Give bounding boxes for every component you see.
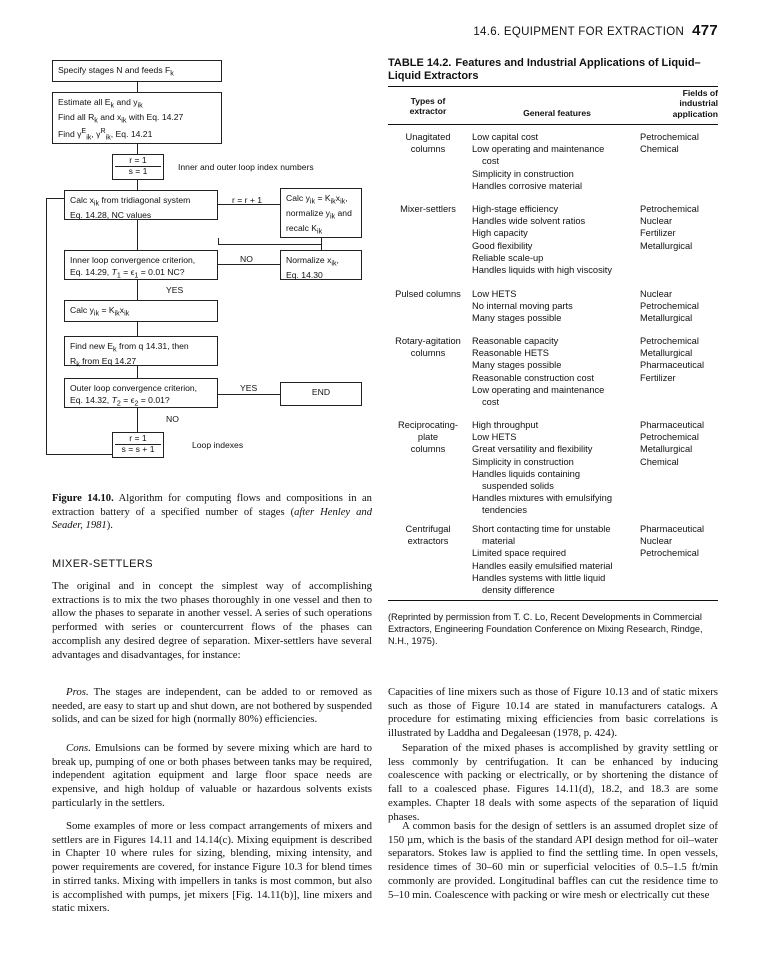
extractor-type-cell (388, 131, 468, 155)
fc-text: Normalize x (286, 255, 332, 265)
field-line: Nuclear (640, 289, 673, 299)
fc-text: and (335, 208, 352, 219)
table-header-type (388, 96, 468, 117)
fc-connector (137, 180, 138, 190)
paragraph: The original and in concept the simplest way of accomplishing extractions is to mix the two phases thoroughly in one vessel and then to allow the phases to separate in another vessel. A series of such operations performed with series or countercurrent flows of the phases can accomplish any desired degree of separation. Mixer-settlers have several advantages and disadvantages, for instance: (52, 580, 372, 661)
extractor-type-cell (388, 523, 468, 547)
fields-cell (640, 288, 720, 325)
fc-text: , Eq. 14.21 (110, 129, 153, 140)
fc-init-s: s = 1 (115, 166, 161, 177)
feature-line: tendencies (482, 505, 527, 516)
feature-line: Simplicity in construction (472, 456, 574, 467)
fc-text: Calc x (70, 195, 94, 205)
cons-label: Cons. (66, 742, 91, 754)
fc-connector (137, 82, 138, 92)
fc-text: Calc y (70, 305, 94, 315)
pros-label: Pros. (66, 686, 89, 698)
extractor-type-line: Mixer-settlers (400, 204, 456, 214)
feature-line: Handles liquids with high viscosity (472, 265, 613, 276)
fc-sub: ik (331, 259, 337, 268)
field-line: Nuclear (640, 216, 673, 227)
fc-calc-y2-box (64, 300, 218, 322)
fc-loop-index-box (112, 432, 164, 458)
fc-text: recalc K (286, 223, 318, 234)
fc-no-label-1: NO (240, 254, 253, 264)
fc-connector (137, 322, 138, 336)
fc-connector (46, 454, 112, 455)
figure-caption-citation: after Henley and Seader, 1981 (52, 506, 372, 532)
fc-sub: ik (317, 227, 323, 236)
fc-text: from tridiagonal system (99, 195, 191, 205)
fc-specify-text: Specify stages N and feeds F (58, 65, 171, 75)
flowchart (44, 52, 374, 492)
fc-inc-s: s = s + 1 (115, 444, 161, 455)
feature-line: Handles easily emulsified material (472, 560, 613, 571)
fc-text: = K (315, 193, 331, 203)
field-line: Petrochemical (640, 301, 699, 312)
fc-text: = K (99, 305, 115, 315)
fc-text: Calc y (286, 193, 310, 203)
feature-line: suspended solids (482, 481, 554, 492)
table-header-line: extractor (409, 106, 447, 117)
fc-estimate-box (52, 92, 222, 144)
fc-connector (137, 280, 138, 300)
fc-connector (46, 198, 64, 199)
feature-line: Low operating and maintenance (472, 144, 605, 155)
fields-cell (640, 523, 720, 560)
fc-yes-label-1: YES (166, 285, 184, 295)
extractor-type-line: extractors (407, 536, 449, 547)
features-cell (472, 203, 642, 276)
fc-sub: ik (114, 309, 120, 318)
feature-line: High capacity (472, 228, 528, 239)
fc-text: Eq. 14.30 (286, 270, 323, 281)
extractor-type-cell (388, 419, 468, 456)
fc-connector (218, 244, 321, 245)
field-line: Metallurgical (640, 444, 693, 455)
fc-text: , γ (91, 129, 101, 140)
cons-paragraph (52, 742, 372, 811)
fc-text: Find all R (58, 112, 95, 123)
feature-line: High throughput (472, 420, 539, 430)
fc-text: = ϵ (120, 395, 135, 406)
paragraph: A common basis for the design of settlers is an assumed droplet size of 150 µm, which is the basis of the standard API design method for oil–water separators. Stokes law is applied to find the settling time. In open vessels, residence times of 30–60 min or superficial velocities of 0.5–1.5 ft/min commonly are provided. Longitudinal baffles can cut the residence time to 5–10 min. Coalescence with packing or wire mesh or electrically cut these (388, 820, 718, 901)
fc-connector (321, 238, 322, 250)
extractor-type-line: columns (410, 444, 446, 455)
fc-inner-criterion-box (64, 250, 218, 280)
fc-connector (218, 264, 280, 265)
field-line: Petrochemical (640, 336, 699, 346)
field-line: Petrochemical (640, 548, 699, 559)
feature-line: Low capital cost (472, 132, 539, 142)
fc-sub: ik (105, 133, 111, 142)
fields-cell (640, 419, 720, 468)
field-line: Petrochemical (640, 432, 699, 443)
fc-sub: ik (86, 133, 92, 142)
fc-sup: R (100, 127, 106, 136)
extractor-type-line: columns (410, 144, 446, 155)
table-note: (Reprinted by permission from T. C. Lo, Recent Developments in Commercial Extractors, Engineering Foundation Conference on Mixing Research, Rindge, N.H., 1975). (388, 612, 703, 646)
fc-sub: 2 (134, 400, 139, 409)
fc-text: normalize y (286, 208, 330, 219)
fc-text: Find new E (70, 341, 113, 351)
fc-text: x (335, 193, 341, 203)
fc-specify-sub: k (170, 69, 174, 78)
feature-line: Reasonable construction cost (472, 372, 594, 383)
pros-paragraph (52, 686, 372, 727)
features-cell (472, 131, 642, 192)
fc-specify-box (52, 60, 222, 82)
feature-line: Handles liquids containing (472, 468, 581, 479)
field-line: Petrochemical (640, 132, 699, 142)
paragraph: Some examples of more or less compact arrangements of mixers and settlers are in Figures 14.11 and 14.14(c). Mixing equipment is described in Chapter 10 where rules for sizing, blending, mixing intensity, and power requirements are covered, for instance Figure 10.3 for blend times in stirred tanks. Mixing with impellers in tanks is most common, but also is accomplished with pumps, jet mixers [Fig. 14.11(b)], line mixers and static mixers. (52, 820, 372, 915)
fc-connector (218, 238, 219, 244)
fc-reset-r: r = 1 (129, 433, 147, 443)
table-header-fields (634, 88, 718, 119)
fc-text: with Eq. 14.27 (126, 112, 184, 123)
cons-text: Emulsions can be formed by severe mixing which are hard to break up, pumping of one or both phases between tanks may be required, independent agitation equipment and large floor space needs are expensive, and high holdup of valuable or hazardous solvents exists particularly in the settlers. (52, 742, 372, 809)
fc-sub: 1 (134, 272, 139, 281)
table-rule-bottom (388, 600, 718, 601)
fc-sub: ik (93, 309, 100, 318)
fc-sub: ik (124, 309, 130, 318)
features-cell (472, 288, 642, 325)
extractor-type-cell (388, 288, 468, 300)
extractor-type-line: Centrifugal (405, 524, 451, 534)
fc-sub: k (110, 101, 115, 110)
fc-text: Eq. 14.29, (70, 267, 112, 278)
field-line: Metallurgical (640, 240, 693, 251)
fc-text: = 0.01? (138, 395, 170, 406)
running-header (473, 22, 718, 39)
fc-loop-indexes-label: Loop indexes (192, 440, 244, 450)
fields-cell (640, 131, 720, 155)
fc-sub: k (94, 116, 98, 125)
field-line: Fertilizer (640, 372, 676, 383)
fc-connector (137, 366, 138, 378)
feature-line: High-stage efficiency (472, 204, 559, 214)
field-line: Pharmaceutical (640, 524, 705, 534)
extractor-type-cell (388, 335, 468, 359)
extractor-type-line: Unagitated (405, 132, 451, 142)
table-header-line: Types of (410, 96, 446, 106)
fc-sup: E (81, 127, 87, 136)
feature-line: Short contacting time for unstable (472, 524, 611, 534)
pros-text: The stages are independent, can be added to or removed as needed, are easy to start up and shut down, are not bothered by suspended solids, and can be sized for high (normally 80%) efficiencies. (52, 686, 372, 726)
field-line: Petrochemical (640, 204, 699, 214)
fc-connector (137, 144, 138, 154)
fc-sub: ik (121, 116, 127, 125)
feature-line: Handles wide solvent ratios (472, 216, 586, 227)
fc-text: Find (58, 129, 78, 140)
extractor-type-line: Pulsed columns (395, 289, 461, 299)
fc-sub: ik (329, 212, 336, 221)
figure-caption (52, 492, 372, 533)
feature-line: material (482, 536, 516, 547)
fc-sub: ik (309, 197, 316, 206)
fc-sub: ik (137, 101, 143, 110)
fc-text: and x (97, 112, 122, 123)
feature-line: Great versatility and flexibility (472, 444, 593, 455)
feature-line: cost (482, 156, 500, 167)
fc-loop-numbers-label: Inner and outer loop index numbers (178, 162, 314, 172)
feature-line: Handles corrosive material (472, 180, 583, 191)
table-rule-top (388, 86, 718, 87)
field-line: Metallurgical (640, 313, 693, 324)
page-number: 477 (692, 22, 718, 39)
fc-yes-label-2: YES (240, 383, 258, 393)
feature-line: Reasonable capacity (472, 336, 559, 346)
feature-line: Low HETS (472, 432, 517, 443)
feature-line: cost (482, 397, 500, 408)
feature-line: Many stages possible (472, 360, 562, 371)
feature-line: Simplicity in construction (472, 168, 574, 179)
table-label: TABLE 14.2. (388, 57, 452, 69)
feature-line: Reliable scale-up (472, 252, 544, 263)
fc-text: x (119, 305, 125, 315)
fc-text: γ (77, 129, 82, 140)
table-header-line: General features (523, 108, 591, 118)
fc-text: T (111, 395, 117, 406)
field-line: Metallurgical (640, 348, 693, 359)
fc-text: from q 14.31, then (116, 341, 189, 351)
fc-text: R (70, 356, 77, 367)
fc-sub: ik (330, 197, 336, 206)
fields-cell (640, 203, 720, 252)
fc-text: Outer loop convergence criterion, (70, 383, 198, 393)
feature-line: density difference (482, 585, 555, 596)
extractor-type-line: Rotary-agitation (395, 336, 461, 346)
extractor-type-line: Reciprocating- (398, 420, 458, 430)
feature-line: Low HETS (472, 289, 517, 299)
fields-cell (640, 335, 720, 384)
field-line: Chemical (640, 456, 679, 467)
table-header-line: Fields of (682, 88, 718, 98)
features-cell (472, 335, 642, 408)
fc-outer-criterion-box (64, 378, 218, 408)
fc-connector (218, 394, 280, 395)
extractor-type-cell (388, 203, 468, 215)
fc-text: from Eq 14.27 (79, 356, 137, 367)
field-line: Fertilizer (640, 228, 676, 239)
fc-sub: ik (340, 197, 346, 206)
extractor-type-line: columns (410, 348, 446, 359)
features-cell (472, 523, 642, 596)
feature-line: Good flexibility (472, 240, 533, 251)
fc-text: T (111, 267, 117, 278)
fc-connector (137, 220, 138, 250)
fc-init-box (112, 154, 164, 180)
fc-text: and y (114, 97, 138, 107)
fc-sub: k (113, 345, 117, 354)
figure-caption-label: Figure 14.10. (52, 493, 114, 504)
fc-end-text: END (311, 387, 331, 397)
table-header-line: industrial (679, 98, 718, 109)
fc-no-label-2: NO (166, 414, 179, 424)
fc-sub: 2 (116, 400, 121, 409)
fc-text: Eq. 14.32, (70, 395, 112, 406)
field-line: Pharmaceutical (640, 360, 705, 371)
paragraph: Capacities of line mixers such as those of Figure 10.13 and of static mixers such as those of Figure 10.14 are stated in manufacturers catalogs. A procedure for estimating mixing efficiencies from basic correlations is illustrated by Laddha and Degaleesan (1978, p. 424). (388, 686, 718, 740)
table-title (388, 57, 718, 83)
features-cell (472, 419, 642, 517)
fc-text: = 0.01 NC? (138, 267, 185, 278)
fc-sub: 1 (116, 272, 121, 281)
fc-calc-y-box (280, 188, 362, 238)
figure-caption-end: ). (106, 520, 113, 532)
feature-line: No internal moving parts (472, 301, 573, 312)
fc-text: = ϵ (120, 267, 135, 278)
feature-line: Many stages possible (472, 313, 562, 324)
fc-normalize-box (280, 250, 362, 280)
fc-sub: k (76, 360, 80, 369)
fc-sub: ik (93, 199, 100, 208)
extractor-type-line: plate (417, 432, 439, 443)
table-title-text: Features and Industrial Applications of Liquid–Liquid Extractors (388, 57, 701, 83)
section-title: 14.6. EQUIPMENT FOR EXTRACTION (473, 26, 685, 38)
fc-text: , (336, 255, 339, 265)
fc-text: Inner loop convergence criterion, (70, 255, 196, 265)
table-header-line: application (672, 108, 718, 119)
fc-end-box (280, 382, 362, 406)
fc-connector (46, 198, 47, 454)
fc-calc-x-box (64, 190, 218, 220)
feature-line: Low operating and maintenance (472, 384, 605, 395)
feature-line: Reasonable HETS (472, 348, 549, 359)
paragraph: Separation of the mixed phases is accomplished by gravity settling or less commonly by centrifugation. It can be enhanced by inducing coalescence with packing or electrically, or by shortening the distance of fall to a coalesced phase. Figures 14.11(d), 18.2, and 18.3 are some examples. Chapter 18 deals with some aspects of the separation of liquid phases. (388, 742, 718, 823)
figure-caption-text: Algorithm for computing flows and compositions in an extraction battery of a specified number of stages ( (52, 493, 372, 518)
table-header-features (472, 108, 642, 118)
section-heading: MIXER-SETTLERS (52, 558, 153, 570)
fc-connector (137, 408, 138, 432)
fc-text: Estimate all E (58, 97, 111, 107)
feature-line: Limited space required (472, 548, 567, 559)
field-line: Pharmaceutical (640, 420, 705, 430)
fc-r-increment: r = r + 1 (232, 195, 263, 205)
feature-line: Handles systems with little liquid (472, 572, 606, 583)
fc-init-r: r = 1 (129, 155, 147, 165)
fc-find-e-box (64, 336, 218, 369)
table-rule-header (388, 124, 718, 125)
fc-text: , (345, 193, 348, 203)
fc-text: Eq. 14.28, NC values (70, 210, 152, 221)
field-line: Chemical (640, 144, 679, 155)
feature-line: Handles mixtures with emulsifying (472, 493, 613, 504)
field-line: Nuclear (640, 536, 673, 547)
